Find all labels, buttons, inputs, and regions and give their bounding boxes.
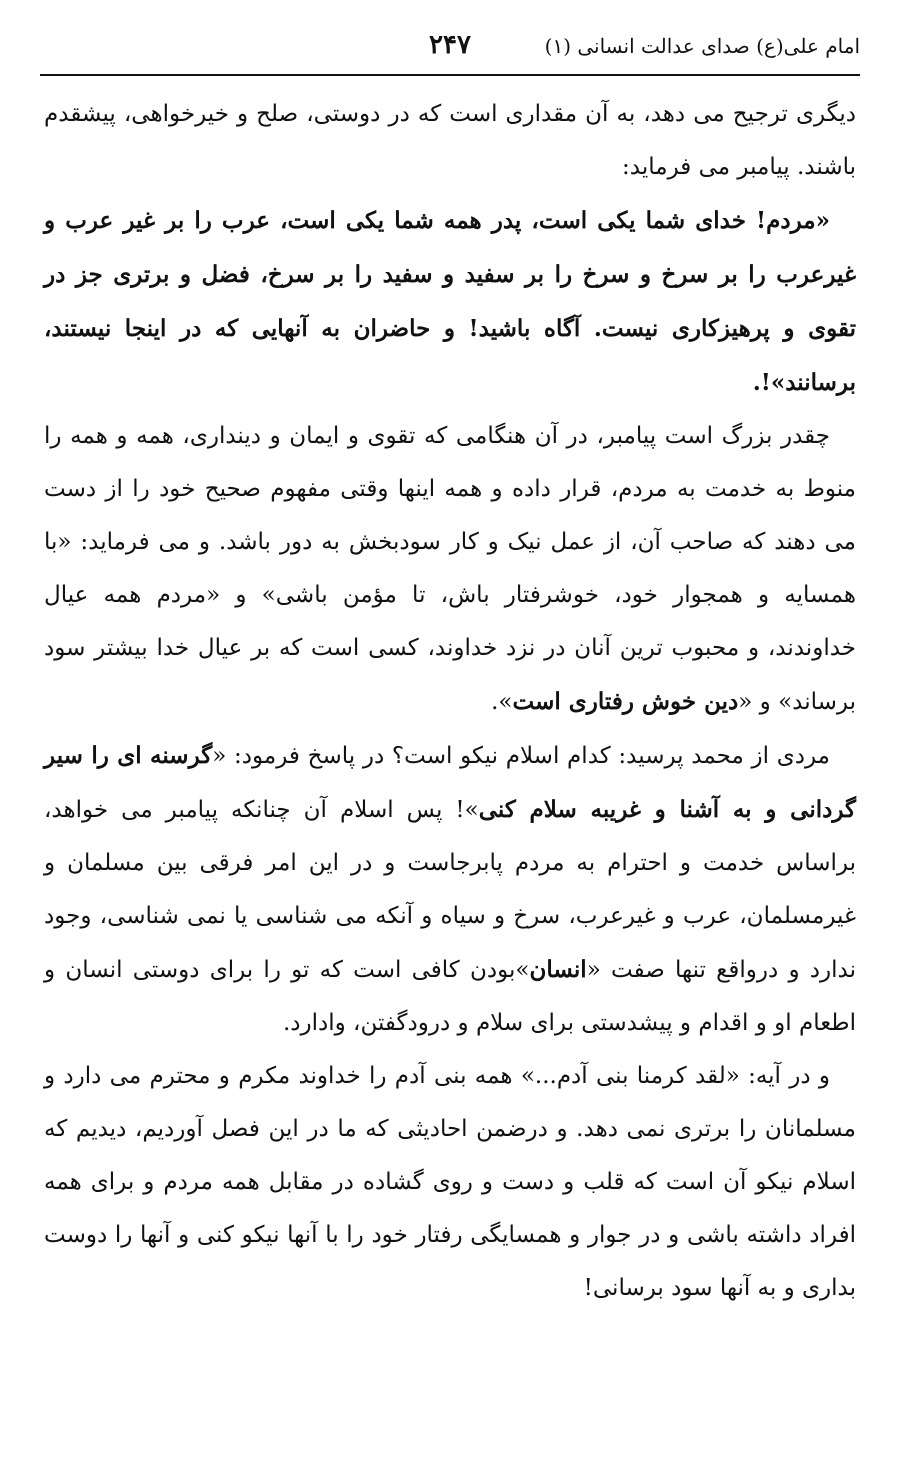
paragraph-3-text: چقدر بزرگ است پیامبر، در آن هنگامی که تقوی و ایمان و دینداری، همه و همه را منوط به خدمت به مردم، قرار داده و همه اینها وقتی مفهوم صحیح خود را از دست می دهند که صاحب آن، از عمل نیک و کار سودبخش به دور باشد. و می فرماید: «با همسایه و همجوار خود، خوشرفتار باش، تا مؤمن باشی» و «مردم همه عیال خداوندند، و محبوب ترین آنان در نزد خداوند، کسی است که بر عیال خدا بیشتر سود برساند» و « bbox=[44, 423, 856, 715]
book-title: امام علی(ع) صدای عدالت انسانی (۱) bbox=[544, 34, 860, 58]
paragraph-3 bbox=[44, 410, 856, 729]
running-header bbox=[40, 28, 860, 76]
paragraph-4-text-middle: »! پس اسلام آن چنانکه پیامبر می خواهد، براساس خدمت و احترام به مردم پابرجاست و در این امر فرقی بین مسلمان و غیرمسلمان، عرب و غیرعرب، سرخ و سیاه و آنکه می شناسی یا نمی شناسی، وجود ندارد و درواقع تنها صفت « bbox=[44, 797, 857, 983]
paragraph-5-text: و در آیه: «لقد کرمنا بنی آدم...» همه بنی آدم را خداوند مکرم و محترم می دارد و مسلمانان را برتری نمی دهد. و درضمن احادیثی که ما در این فصل آوردیم، دیدیم که اسلام نیکو آن است که قلب و دست و روی گشاده در مقابل همه مردم و برای همه افراد داشته باشی و در جوار و همسایگی رفتار خود را با آنها نیکو کنی و آنها را دوست بداری و به آنها سود برسانی! bbox=[44, 1063, 856, 1301]
paragraph-2-quote bbox=[44, 194, 856, 410]
prophet-quote: «مردم! خدای شما یکی است، پدر همه شما یکی است، عرب را بر غیر عرب و غیرعرب را بر سرخ و سرخ را بر سفید و سفید را بر سرخ، فضل و برتری جز در تقوی و پرهیزکاری نیست. آگاه باشید! و حاضران به آنهایی که در اینجا نیستند، برسانند»!. bbox=[44, 207, 856, 396]
body-text bbox=[44, 88, 856, 1315]
paragraph-4 bbox=[44, 729, 856, 1050]
paragraph-3-bold: دین خوش رفتاری است bbox=[512, 688, 739, 715]
paragraph-1 bbox=[44, 88, 856, 194]
paragraph-4-text-end: »بودن کافی است که تو را برای دوستی انسان و اطعام او و اقدام و پیشدستی برای سلام و درودگفتن، وادارد. bbox=[44, 957, 856, 1036]
paragraph-4-bold-insan: انسان bbox=[529, 956, 587, 983]
paragraph-5 bbox=[44, 1050, 856, 1315]
page-number: ۲۴۷ bbox=[429, 30, 471, 60]
paragraph-3-text-end: ». bbox=[491, 689, 513, 715]
paragraph-4-bold: گرسنه ای را سیر گردانی و به آشنا و غریبه سلام کنی bbox=[44, 742, 856, 823]
paragraph-1-text: دیگری ترجیح می دهد، به آن مقداری است که در دوستی، صلح و خیرخواهی، پیشقدم باشند. پیامبر می فرماید: bbox=[44, 101, 856, 180]
paragraph-4-text: مردی از محمد پرسید: کدام اسلام نیکو است؟ در پاسخ فرمود: « bbox=[212, 743, 830, 769]
